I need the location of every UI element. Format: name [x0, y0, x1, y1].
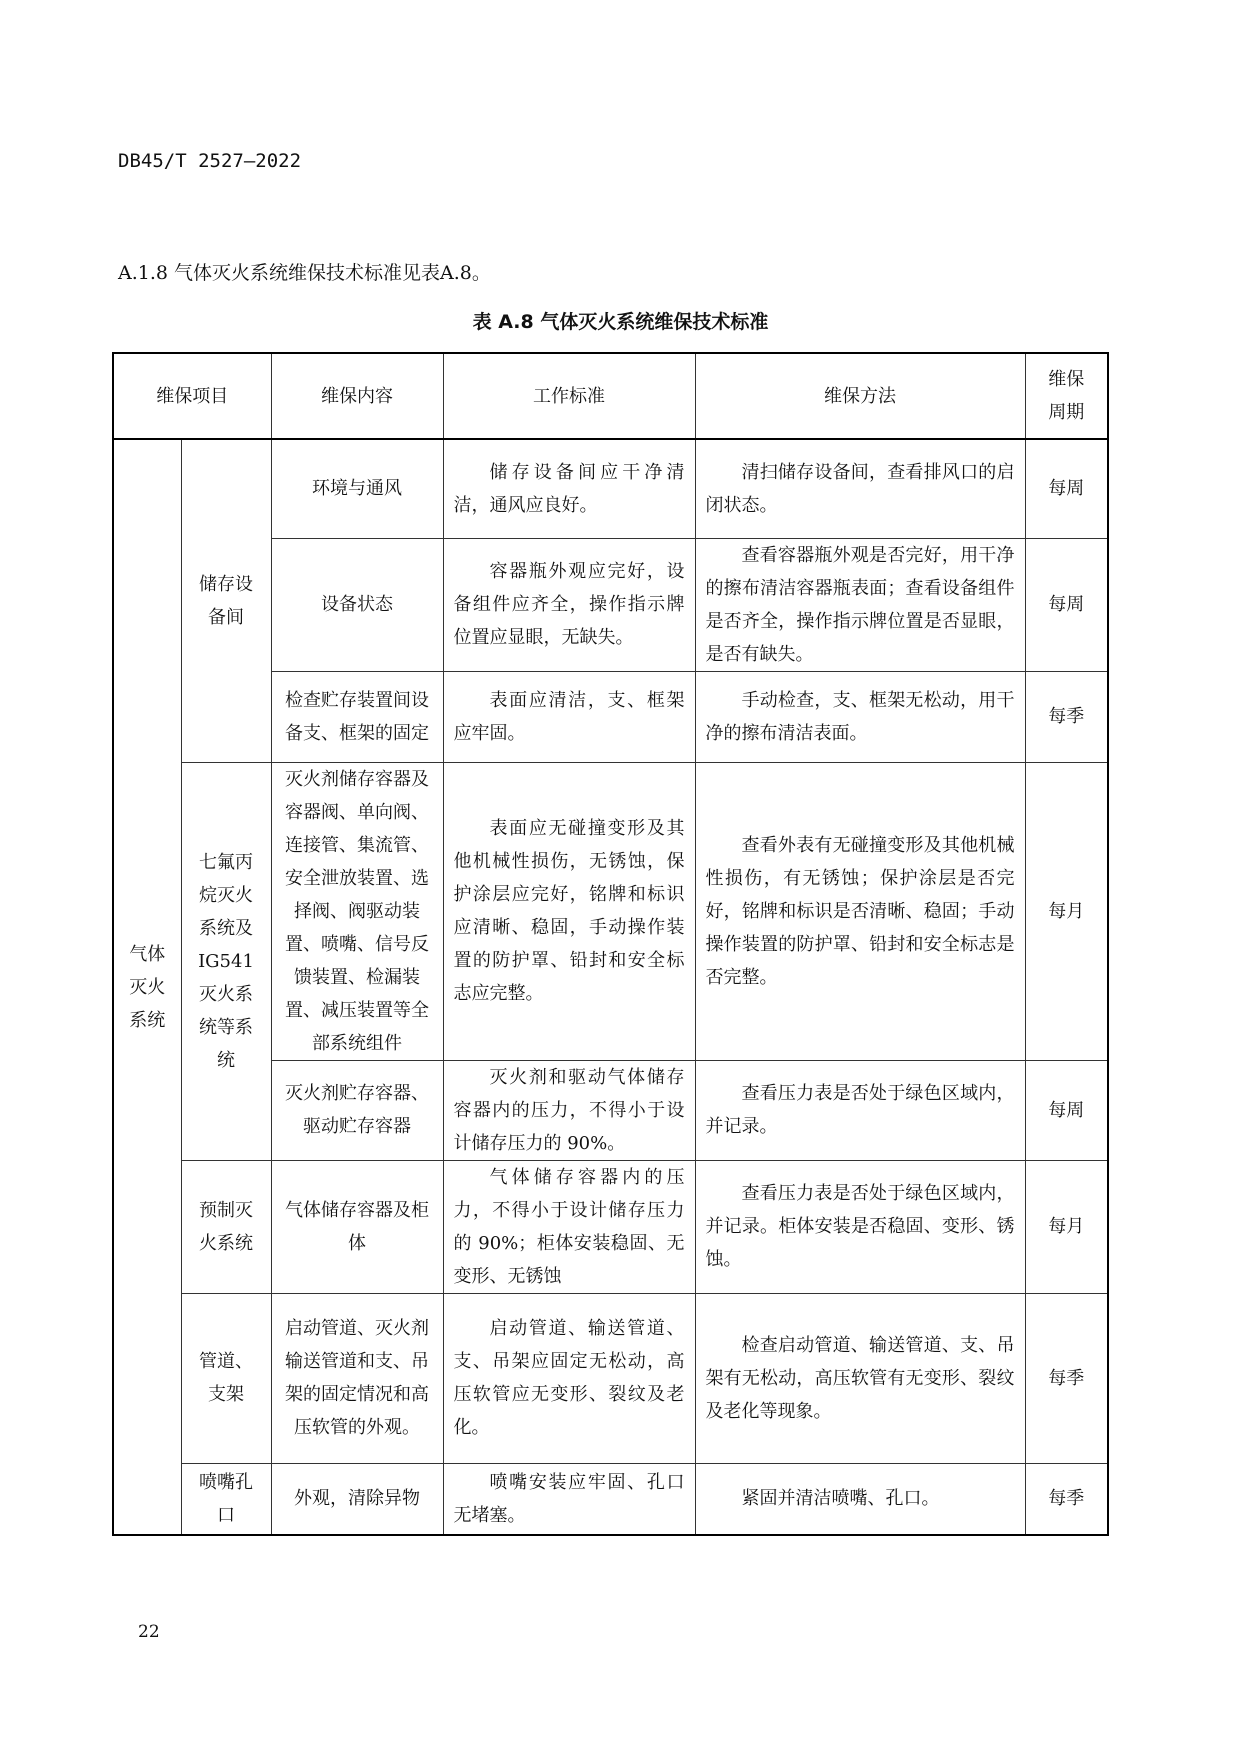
col-header: 维保项目 [113, 353, 271, 439]
col-header: 维保周期 [1025, 353, 1108, 439]
page-number: 22 [138, 1622, 160, 1642]
standard-cell: 灭火剂和驱动气体储存容器内的压力，不得小于设计储存压力的 90%。 [443, 1060, 695, 1160]
standard-cell: 气体储存容器内的压力，不得小于设计储存压力的 90%；柜体安装稳固、无变形、无锈蚀 [443, 1160, 695, 1293]
col-header: 维保内容 [271, 353, 443, 439]
method-cell: 紧固并清洁喷嘴、孔口。 [695, 1463, 1025, 1535]
period-cell: 每周 [1025, 439, 1108, 538]
group-cell: 储存设备间 [181, 439, 271, 762]
period-cell: 每周 [1025, 1060, 1108, 1160]
standard-cell: 表面应清洁，支、框架应牢固。 [443, 671, 695, 762]
system-cell: 气体灭火系统 [113, 439, 181, 1535]
method-cell: 检查启动管道、输送管道、支、吊架有无松动，高压软管有无变形、裂纹及老化等现象。 [695, 1293, 1025, 1463]
content-cell: 设备状态 [271, 538, 443, 671]
standard-cell: 储存设备间应干净清洁，通风应良好。 [443, 439, 695, 538]
method-cell: 查看压力表是否处于绿色区域内，并记录。 [695, 1060, 1025, 1160]
table-row [113, 1160, 1108, 1293]
table-row [113, 762, 1108, 1060]
content-cell: 检查贮存装置间设备支、框架的固定 [271, 671, 443, 762]
period-cell: 每季 [1025, 1463, 1108, 1535]
content-cell: 外观，清除异物 [271, 1463, 443, 1535]
method-cell: 查看容器瓶外观是否完好，用干净的擦布清洁容器瓶表面；查看设备组件是否齐全，操作指示牌位置是否显眼，是否有缺失。 [695, 538, 1025, 671]
method-cell: 手动检查，支、框架无松动，用干净的擦布清洁表面。 [695, 671, 1025, 762]
content-cell: 启动管道、灭火剂输送管道和支、吊架的固定情况和高压软管的外观。 [271, 1293, 443, 1463]
content-cell: 气体储存容器及柜体 [271, 1160, 443, 1293]
maintenance-table [112, 352, 1109, 1536]
period-cell: 每季 [1025, 671, 1108, 762]
method-cell: 清扫储存设备间，查看排风口的启闭状态。 [695, 439, 1025, 538]
table-row [113, 1293, 1108, 1463]
table-row [113, 1463, 1108, 1535]
standard-cell: 容器瓶外观应完好，设备组件应齐全，操作指示牌位置应显眼，无缺失。 [443, 538, 695, 671]
col-header: 维保方法 [695, 353, 1025, 439]
table-title: 表 A.8 气体灭火系统维保技术标准 [472, 311, 769, 333]
group-cell: 七氟丙烷灭火系统及IG541灭火系统等系统 [181, 762, 271, 1160]
document-code: DB45/T 2527—2022 [118, 150, 302, 172]
standard-cell: 启动管道、输送管道、支、吊架应固定无松动，高压软管应无变形、裂纹及老化。 [443, 1293, 695, 1463]
header-row [113, 353, 1108, 439]
method-cell: 查看外表有无碰撞变形及其他机械性损伤，有无锈蚀；保护涂层是否完好，铭牌和标识是否清晰、稳固；手动操作装置的防护罩、铅封和安全标志是否完整。 [695, 762, 1025, 1060]
period-cell: 每月 [1025, 762, 1108, 1060]
content-cell: 灭火剂储存容器及容器阀、单向阀、连接管、集流管、安全泄放装置、选择阀、阀驱动装置、喷嘴、信号反馈装置、检漏装置、减压装置等全部系统组件 [271, 762, 443, 1060]
section-paragraph: A.1.8 气体灭火系统维保技术标准见表A.8。 [118, 262, 491, 284]
table-row [113, 439, 1108, 538]
group-cell: 预制灭火系统 [181, 1160, 271, 1293]
period-cell: 每季 [1025, 1293, 1108, 1463]
method-cell: 查看压力表是否处于绿色区域内，并记录。柜体安装是否稳固、变形、锈蚀。 [695, 1160, 1025, 1293]
content-cell: 灭火剂贮存容器、驱动贮存容器 [271, 1060, 443, 1160]
period-cell: 每月 [1025, 1160, 1108, 1293]
period-cell: 每周 [1025, 538, 1108, 671]
standard-cell: 喷嘴安装应牢固、孔口无堵塞。 [443, 1463, 695, 1535]
col-header: 工作标准 [443, 353, 695, 439]
group-cell: 管道、支架 [181, 1293, 271, 1463]
content-cell: 环境与通风 [271, 439, 443, 538]
standard-cell: 表面应无碰撞变形及其他机械性损伤，无锈蚀，保护涂层应完好，铭牌和标识应清晰、稳固，手动操作装置的防护罩、铅封和安全标志应完整。 [443, 762, 695, 1060]
group-cell: 喷嘴孔口 [181, 1463, 271, 1535]
